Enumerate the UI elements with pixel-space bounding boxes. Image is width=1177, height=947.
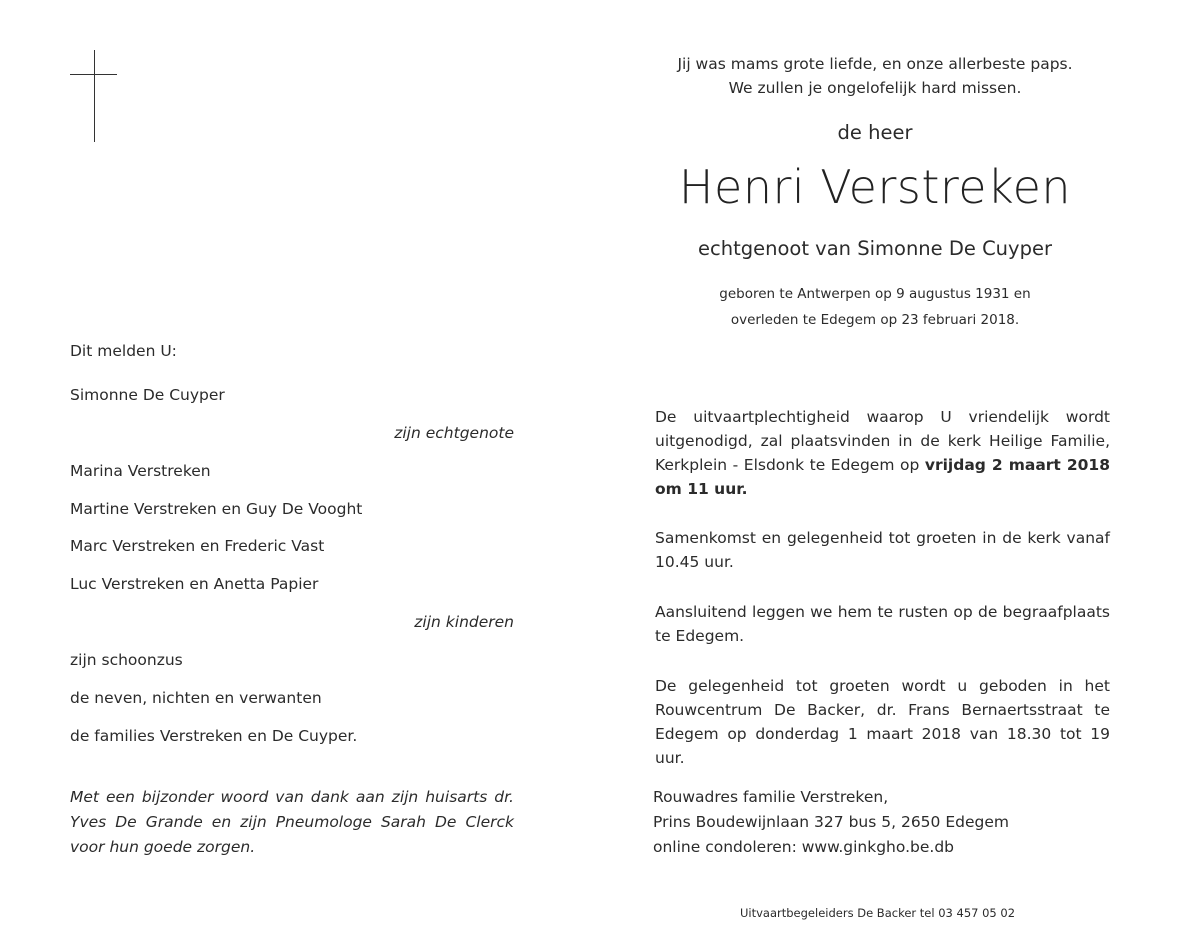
memorial-quote bbox=[650, 52, 1100, 100]
children-role: zijn kinderen bbox=[414, 613, 514, 631]
death-line: overleden te Edegem op 23 februari 2018. bbox=[730, 312, 1020, 328]
condolence-line: online condoleren: www.ginkgho.be.db bbox=[653, 838, 955, 856]
ceremony-datetime: vrijdag 2 maart 2018 om 11 uur. bbox=[655, 456, 1110, 498]
spouse-line: echtgenoot van Simonne De Cuyper bbox=[698, 237, 1052, 260]
visitation-paragraph: De gelegenheid tot groeten wordt u geboden in het Rouwcentrum De Backer, dr. Frans Bernaertsstraat te Edegem op donderdag 1 maart 2018 van 18.30 tot 19 uur. bbox=[655, 677, 1110, 767]
child-name: Marina Verstreken bbox=[70, 462, 211, 480]
relative-line: de neven, nichten en verwanten bbox=[70, 689, 322, 707]
relative-line: de families Verstreken en De Cuyper. bbox=[70, 727, 358, 745]
deceased-name: Henri Verstreken bbox=[678, 160, 1072, 214]
child-name: Luc Verstreken en Anetta Papier bbox=[70, 575, 319, 593]
relative-line: zijn schoonzus bbox=[70, 651, 183, 669]
child-name: Marc Verstreken en Frederic Vast bbox=[70, 537, 325, 555]
child-name: Martine Verstreken en Guy De Vooght bbox=[70, 500, 363, 518]
mourning-address bbox=[653, 785, 1009, 860]
burial-paragraph: Aansluitend leggen we hem te rusten op de begraafplaats te Edegem. bbox=[655, 603, 1110, 645]
cross-horizontal-bar bbox=[70, 74, 117, 75]
quote-line-2: We zullen je ongelofelijk hard missen. bbox=[728, 79, 1022, 97]
cross-vertical-bar bbox=[94, 50, 95, 142]
gathering-paragraph: Samenkomst en gelegenheid tot groeten in de kerk vanaf 10.45 uur. bbox=[655, 529, 1110, 571]
address-line: Rouwadres familie Verstreken, bbox=[653, 788, 889, 806]
announcement-intro: Dit melden U: bbox=[70, 342, 177, 360]
birth-line: geboren te Antwerpen op 9 augustus 1931 en bbox=[719, 286, 1031, 302]
ceremony-paragraph bbox=[655, 405, 1110, 501]
spouse-name: Simonne De Cuyper bbox=[70, 386, 225, 404]
quote-line-1: Jij was mams grote liefde, en onze allerbeste paps. bbox=[677, 55, 1073, 73]
address-line: Prins Boudewijnlaan 327 bus 5, 2650 Edegem bbox=[653, 813, 1009, 831]
thanks-note: Met een bijzonder woord van dank aan zijn huisarts dr. Yves De Grande en zijn Pneumologe Sarah De Clerck voor hun goede zorgen. bbox=[70, 788, 514, 856]
salutation: de heer bbox=[837, 121, 913, 144]
life-dates bbox=[650, 281, 1100, 333]
funeral-director-footer: Uitvaartbegeleiders De Backer tel 03 457 05 02 bbox=[740, 906, 1016, 920]
ceremony-text: De uitvaartplechtigheid waarop U vriendelijk wordt uitgenodigd, zal plaatsvinden in de kerk Heilige Familie, Kerkplein - Elsdonk te Edegem op bbox=[655, 408, 1110, 474]
spouse-role: zijn echtgenote bbox=[394, 424, 514, 442]
